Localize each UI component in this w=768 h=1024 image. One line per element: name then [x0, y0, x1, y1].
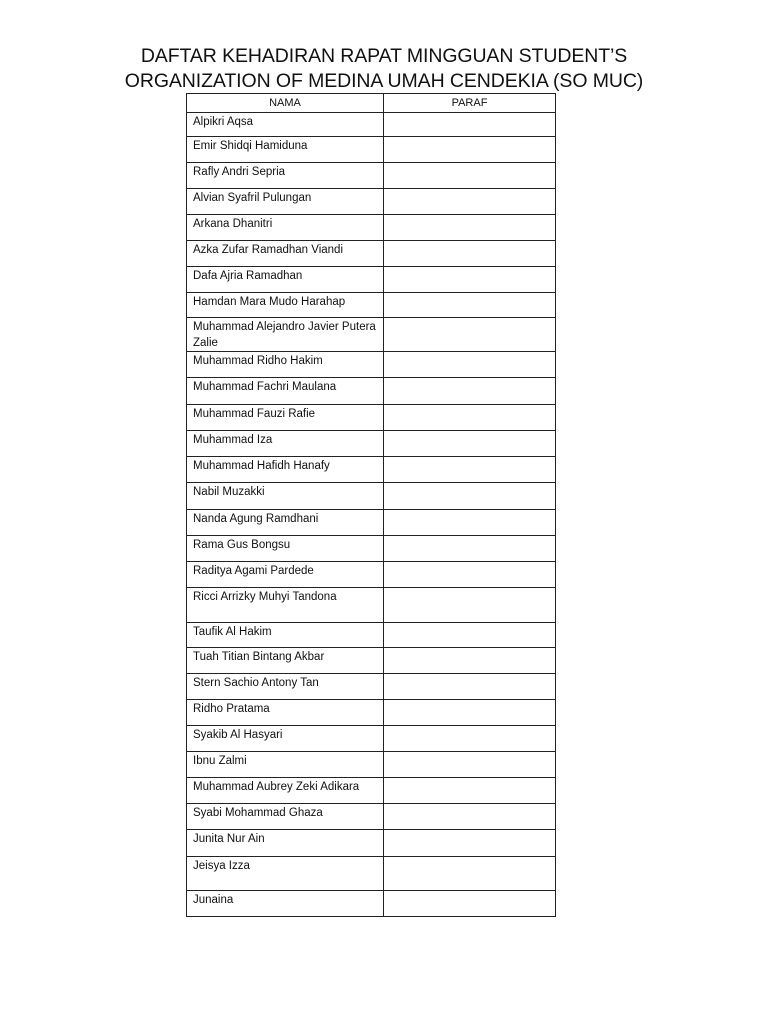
table-row: [187, 189, 556, 215]
table-row: [187, 857, 556, 891]
signature-cell: [384, 778, 556, 804]
signature-cell: [384, 623, 556, 648]
attendee-name: Muhammad Fachri Maulana: [187, 378, 384, 405]
table-row: [187, 378, 556, 405]
signature-cell: [384, 804, 556, 830]
title-line-2: ORGANIZATION OF MEDINA UMAH CENDEKIA (SO MUC): [124, 70, 644, 92]
signature-cell: [384, 113, 556, 137]
attendee-name: Junaina: [187, 891, 384, 917]
signature-cell: [384, 189, 556, 215]
signature-cell: [384, 405, 556, 431]
table-row: [187, 562, 556, 588]
signature-cell: [384, 318, 556, 352]
signature-cell: [384, 536, 556, 562]
attendee-name: Ricci Arrizky Muhyi Tandona: [187, 588, 384, 623]
table-row: [187, 318, 556, 352]
table-row: [187, 352, 556, 378]
signature-cell: [384, 457, 556, 483]
signature-cell: [384, 857, 556, 891]
signature-cell: [384, 163, 556, 189]
table-header-row: [187, 94, 556, 113]
table-row: [187, 830, 556, 857]
signature-cell: [384, 241, 556, 267]
table-row: [187, 648, 556, 674]
table-row: [187, 752, 556, 778]
table-row: [187, 457, 556, 483]
attendee-name: Alvian Syafril Pulungan: [187, 189, 384, 215]
attendee-name: Nabil Muzakki: [187, 483, 384, 510]
signature-cell: [384, 891, 556, 917]
attendee-name: Arkana Dhanitri: [187, 215, 384, 241]
attendee-name: Ridho Pratama: [187, 700, 384, 726]
table-row: [187, 891, 556, 917]
attendee-name: Dafa Ajria Ramadhan: [187, 267, 384, 293]
header-nama: NAMA: [187, 94, 384, 113]
attendee-name: Nanda Agung Ramdhani: [187, 510, 384, 536]
attendee-name: Alpikri Aqsa: [187, 113, 384, 137]
attendee-name: Stern Sachio Antony Tan: [187, 674, 384, 700]
table-row: [187, 215, 556, 241]
signature-cell: [384, 137, 556, 163]
attendee-name: Syabi Mohammad Ghaza: [187, 804, 384, 830]
header-paraf: PARAF: [384, 94, 556, 113]
attendee-name: Azka Zufar Ramadhan Viandi: [187, 241, 384, 267]
attendee-name: Hamdan Mara Mudo Harahap: [187, 293, 384, 318]
attendee-name: Rama Gus Bongsu: [187, 536, 384, 562]
table-row: [187, 588, 556, 623]
attendee-name: Syakib Al Hasyari: [187, 726, 384, 752]
table-row: [187, 267, 556, 293]
signature-cell: [384, 431, 556, 457]
signature-cell: [384, 562, 556, 588]
attendee-name: Tuah Titian Bintang Akbar: [187, 648, 384, 674]
signature-cell: [384, 830, 556, 857]
signature-cell: [384, 674, 556, 700]
table-row: [187, 536, 556, 562]
attendance-table: [186, 93, 556, 917]
table-row: [187, 241, 556, 267]
signature-cell: [384, 267, 556, 293]
signature-cell: [384, 700, 556, 726]
attendee-name: Rafly Andri Sepria: [187, 163, 384, 189]
attendee-name: Junita Nur Ain: [187, 830, 384, 857]
table-row: [187, 700, 556, 726]
attendee-name: Muhammad Iza: [187, 431, 384, 457]
signature-cell: [384, 752, 556, 778]
signature-cell: [384, 293, 556, 318]
table-row: [187, 137, 556, 163]
table-row: [187, 623, 556, 648]
table-row: [187, 778, 556, 804]
title-line-1: DAFTAR KEHADIRAN RAPAT MINGGUAN STUDENT’S: [140, 45, 628, 67]
table-row: [187, 431, 556, 457]
attendee-name: Muhammad Aubrey Zeki Adikara: [187, 778, 384, 804]
table-row: [187, 726, 556, 752]
signature-cell: [384, 726, 556, 752]
signature-cell: [384, 352, 556, 378]
signature-cell: [384, 588, 556, 623]
attendee-name: Taufik Al Hakim: [187, 623, 384, 648]
attendee-name: Muhammad Alejandro Javier Putera Zalie: [187, 318, 384, 352]
table-row: [187, 804, 556, 830]
signature-cell: [384, 510, 556, 536]
signature-cell: [384, 483, 556, 510]
attendee-name: Muhammad Ridho Hakim: [187, 352, 384, 378]
signature-cell: [384, 378, 556, 405]
table-row: [187, 405, 556, 431]
signature-cell: [384, 215, 556, 241]
table-row: [187, 483, 556, 510]
attendee-name: Emir Shidqi Hamiduna: [187, 137, 384, 163]
table-row: [187, 113, 556, 137]
document-title: [0, 44, 768, 94]
attendee-name: Muhammad Fauzi Rafie: [187, 405, 384, 431]
attendee-name: Raditya Agami Pardede: [187, 562, 384, 588]
signature-cell: [384, 648, 556, 674]
table-row: [187, 674, 556, 700]
table-row: [187, 510, 556, 536]
table-row: [187, 163, 556, 189]
attendee-name: Jeisya Izza: [187, 857, 384, 891]
attendee-name: Ibnu Zalmi: [187, 752, 384, 778]
attendee-name: Muhammad Hafidh Hanafy: [187, 457, 384, 483]
table-row: [187, 293, 556, 318]
